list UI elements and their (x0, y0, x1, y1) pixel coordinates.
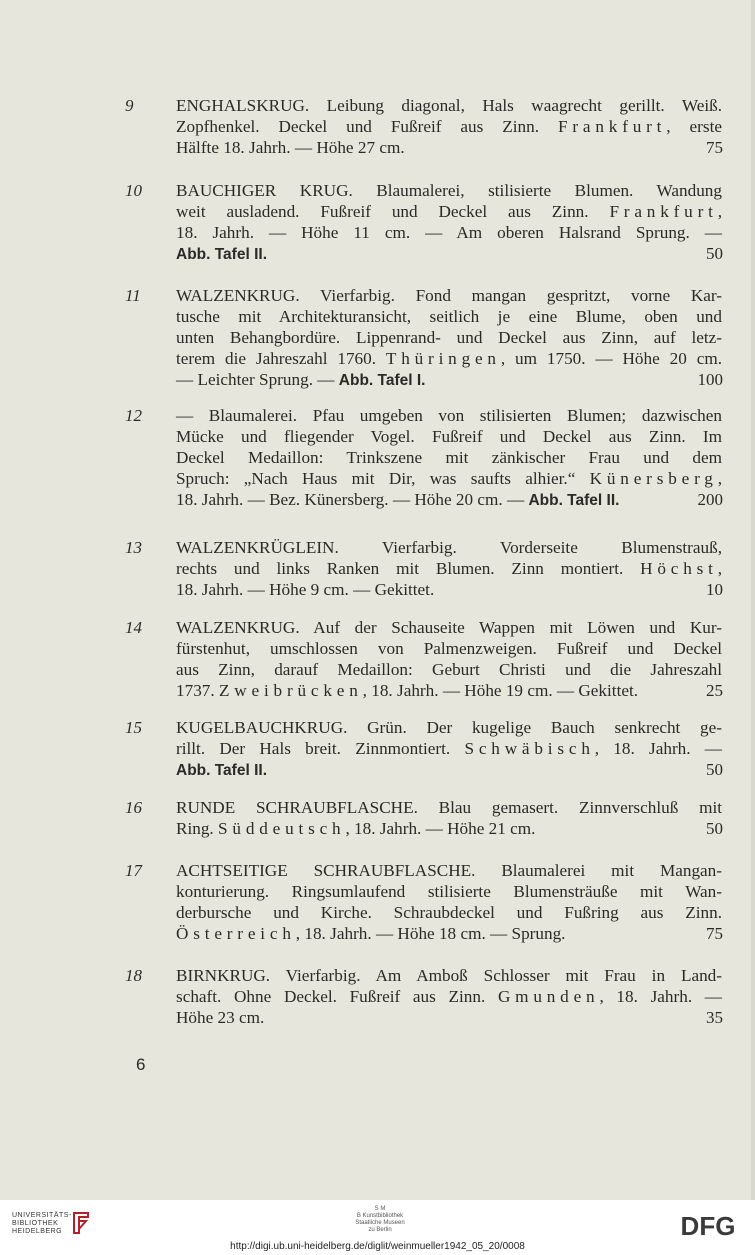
entry-number: 12 (125, 406, 142, 425)
entry-line (176, 348, 722, 369)
entry-number: 9 (125, 96, 134, 115)
entry-line (176, 285, 722, 306)
description-text: — Leichter Sprung. — (176, 370, 339, 389)
entry-line (176, 137, 722, 158)
estimate-price: 35 (706, 1008, 723, 1027)
entry-line (176, 447, 722, 468)
entry-line (176, 1007, 722, 1028)
description-text: , 18. Jahrh. — Höhe 18 cm. — Sprung. (295, 924, 566, 943)
entry-number: 15 (125, 718, 142, 737)
description-text: aus Zinn, darauf Medaillon: Geburt Christi und die Jahreszahl (176, 660, 722, 679)
description-text: rillt. Der Hals breit. Zinnmontiert. (176, 739, 465, 758)
digitization-footer (0, 1200, 755, 1255)
place-name: Thüringen (385, 349, 501, 368)
estimate-price: 200 (697, 490, 723, 509)
description-text: , 18. Jahrh. — (599, 987, 722, 1006)
description-text: , um 1750. — Höhe 20 cm. (500, 349, 722, 368)
plate-reference: Abb. Tafel I. (338, 372, 426, 389)
description-text: tusche mit Architekturansicht, seitlich je eine Blume, oben und (176, 307, 722, 326)
description-text: — Blaumalerei. Pfau umgeben von stilisierten Blumen; dazwischen (176, 406, 722, 425)
entry-number: 14 (125, 618, 142, 637)
description-text: , 18. Jahrh. — Höhe 19 cm. — Gekittet. (362, 681, 639, 700)
entry-line (176, 965, 722, 986)
entry-line (176, 638, 722, 659)
estimate-price: 75 (706, 138, 723, 157)
plate-reference: Abb. Tafel II. (176, 762, 267, 779)
entry-line (176, 537, 722, 558)
entry-line (176, 818, 722, 839)
estimate-price: 50 (706, 819, 723, 838)
entry-number: 13 (125, 538, 142, 557)
entry-line (176, 659, 722, 680)
entry-line (176, 180, 722, 201)
description-text: , 18. Jahrh. — Höhe 21 cm. (345, 819, 536, 838)
entry-line (176, 327, 722, 348)
place-name: Künersberg (589, 469, 718, 488)
entry-line (176, 489, 722, 511)
university-library-logo-text: UNIVERSITÄTS- BIBLIOTHEK HEIDELBERG (12, 1212, 72, 1235)
estimate-price: 50 (706, 760, 723, 779)
description-text: , (717, 469, 722, 488)
entry-line (176, 306, 722, 327)
description-text: 1737. (176, 681, 219, 700)
estimate-price: 100 (697, 370, 723, 389)
plate-reference: Abb. Tafel II. (528, 492, 620, 509)
place-name: Österreich (176, 924, 296, 943)
source-url[interactable]: http://digi.ub.uni-heidelberg.de/diglit/weinmueller1942_05_20/0008 (230, 1241, 525, 1252)
description-text: WALZENKRÜGLEIN. Vierfarbig. Vorderseite Blumenstrauß, (176, 538, 722, 557)
description-text: rechts und links Ranken mit Blumen. Zinn montiert. (176, 559, 641, 578)
dfg-logo (672, 1213, 744, 1239)
estimate-price: 50 (706, 244, 723, 263)
page-number: 6 (136, 1055, 146, 1074)
place-name: Höchst (640, 559, 718, 578)
description-text: RUNDE SCHRAUBFLASCHE. Blau gemasert. Zinnverschluß mit (176, 798, 722, 817)
description-text: derbursche und Kirche. Schraubdeckel und Fußring aus Zinn. (176, 903, 722, 922)
entry-line (176, 116, 722, 137)
entry-line (176, 797, 722, 818)
place-name: Frankfurt (609, 202, 718, 221)
entry-number: 18 (125, 966, 142, 985)
place-name: Süddeutsch (218, 819, 346, 838)
entry-number: 17 (125, 861, 142, 880)
entry-line (176, 717, 722, 738)
entry-line (176, 738, 722, 759)
description-text: 18. Jahrh. — Höhe 11 cm. — Am oberen Halsrand Sprung. — (176, 223, 722, 242)
place-name: Schwäbisch (464, 739, 595, 758)
description-text: 18. Jahrh. — Höhe 9 cm. — Gekittet. (176, 580, 435, 599)
museum-stamp: S M B Kunstbibliothek Staatliche Museen zu Berlin (355, 1206, 405, 1233)
description-text: KUGELBAUCHKRUG. Grün. Der kugelige Bauch senkrecht ge- (176, 718, 722, 737)
estimate-price: 25 (706, 681, 723, 700)
entry-line (176, 426, 722, 447)
description-text: fürstenhut, umschlossen von Palmenzweigen. Fußreif und Deckel (176, 639, 722, 658)
place-name: Frankfurt (558, 117, 667, 136)
description-text: WALZENKRUG. Auf der Schauseite Wappen mit Löwen und Kur- (176, 618, 722, 637)
place-name: Gmunden (497, 987, 600, 1006)
entry-line (176, 923, 722, 944)
estimate-price: 10 (706, 580, 723, 599)
description-text: Mücke und fliegender Vogel. Fußreif und Deckel aus Zinn. Im (176, 427, 722, 446)
description-text: BIRNKRUG. Vierfarbig. Am Amboß Schlosser mit Frau in Land- (176, 966, 722, 985)
entry-line (176, 617, 722, 638)
description-text: , erste (666, 117, 722, 136)
description-text: ENGHALSKRUG. Leibung diagonal, Hals waagrecht gerillt. Weiß. (176, 96, 722, 115)
entry-line (176, 986, 722, 1007)
entry-line (176, 95, 722, 116)
entry-number: 10 (125, 181, 142, 200)
entry-line (176, 369, 722, 391)
entry-number: 11 (125, 286, 141, 305)
entry-line (176, 860, 722, 881)
description-text: Höhe 23 cm. (176, 1008, 265, 1027)
entry-line (176, 405, 722, 426)
description-text: weit ausladend. Fußreif und Deckel aus Zinn. (176, 202, 610, 221)
description-text: Zopfhenkel. Deckel und Fußreif aus Zinn. (176, 117, 559, 136)
entry-line (176, 243, 722, 265)
description-text: unten Behangbordüre. Lippenrand- und Deckel aus Zinn, auf letz- (176, 328, 722, 347)
entry-line (176, 222, 722, 243)
entry-line (176, 468, 722, 489)
description-text: , (717, 559, 722, 578)
plate-reference: Abb. Tafel II. (176, 246, 267, 263)
description-text: Ring. (176, 819, 219, 838)
description-text: , 18. Jahrh. — (594, 739, 722, 758)
description-text: , (717, 202, 722, 221)
university-library-logo-icon (70, 1209, 92, 1237)
entry-line (176, 201, 722, 222)
description-text: konturierung. Ringsumlaufend stilisierte Blumensträuße mit Wan- (176, 882, 722, 901)
entry-line (176, 680, 722, 701)
place-name: Zweibrücken (218, 681, 363, 700)
dfg-logo-text: DFG (680, 1213, 736, 1239)
description-text: 18. Jahrh. — Bez. Künersberg. — Höhe 20 cm. — (176, 490, 529, 509)
description-text: ACHTSEITIGE SCHRAUBFLASCHE. Blaumalerei mit Mangan- (176, 861, 722, 880)
entry-line (176, 579, 722, 600)
entry-line (176, 759, 722, 781)
description-text: BAUCHIGER KRUG. Blaumalerei, stilisierte Blumen. Wandung (176, 181, 722, 200)
description-text: schaft. Ohne Deckel. Fußreif aus Zinn. (176, 987, 498, 1006)
entry-number: 16 (125, 798, 142, 817)
description-text: terem die Jahreszahl 1760. (176, 349, 386, 368)
entry-line (176, 558, 722, 579)
description-text: Hälfte 18. Jahrh. — Höhe 27 cm. (176, 138, 405, 157)
estimate-price: 75 (706, 924, 723, 943)
entry-line (176, 881, 722, 902)
entry-line (176, 902, 722, 923)
description-text: Spruch: „Nach Haus mit Dir, was saufts alhier.“ (176, 469, 590, 488)
description-text: Deckel Medaillon: Trinkszene mit zänkischer Frau und dem (176, 448, 722, 467)
description-text: WALZENKRUG. Vierfarbig. Fond mangan gespritzt, vorne Kar- (176, 286, 722, 305)
